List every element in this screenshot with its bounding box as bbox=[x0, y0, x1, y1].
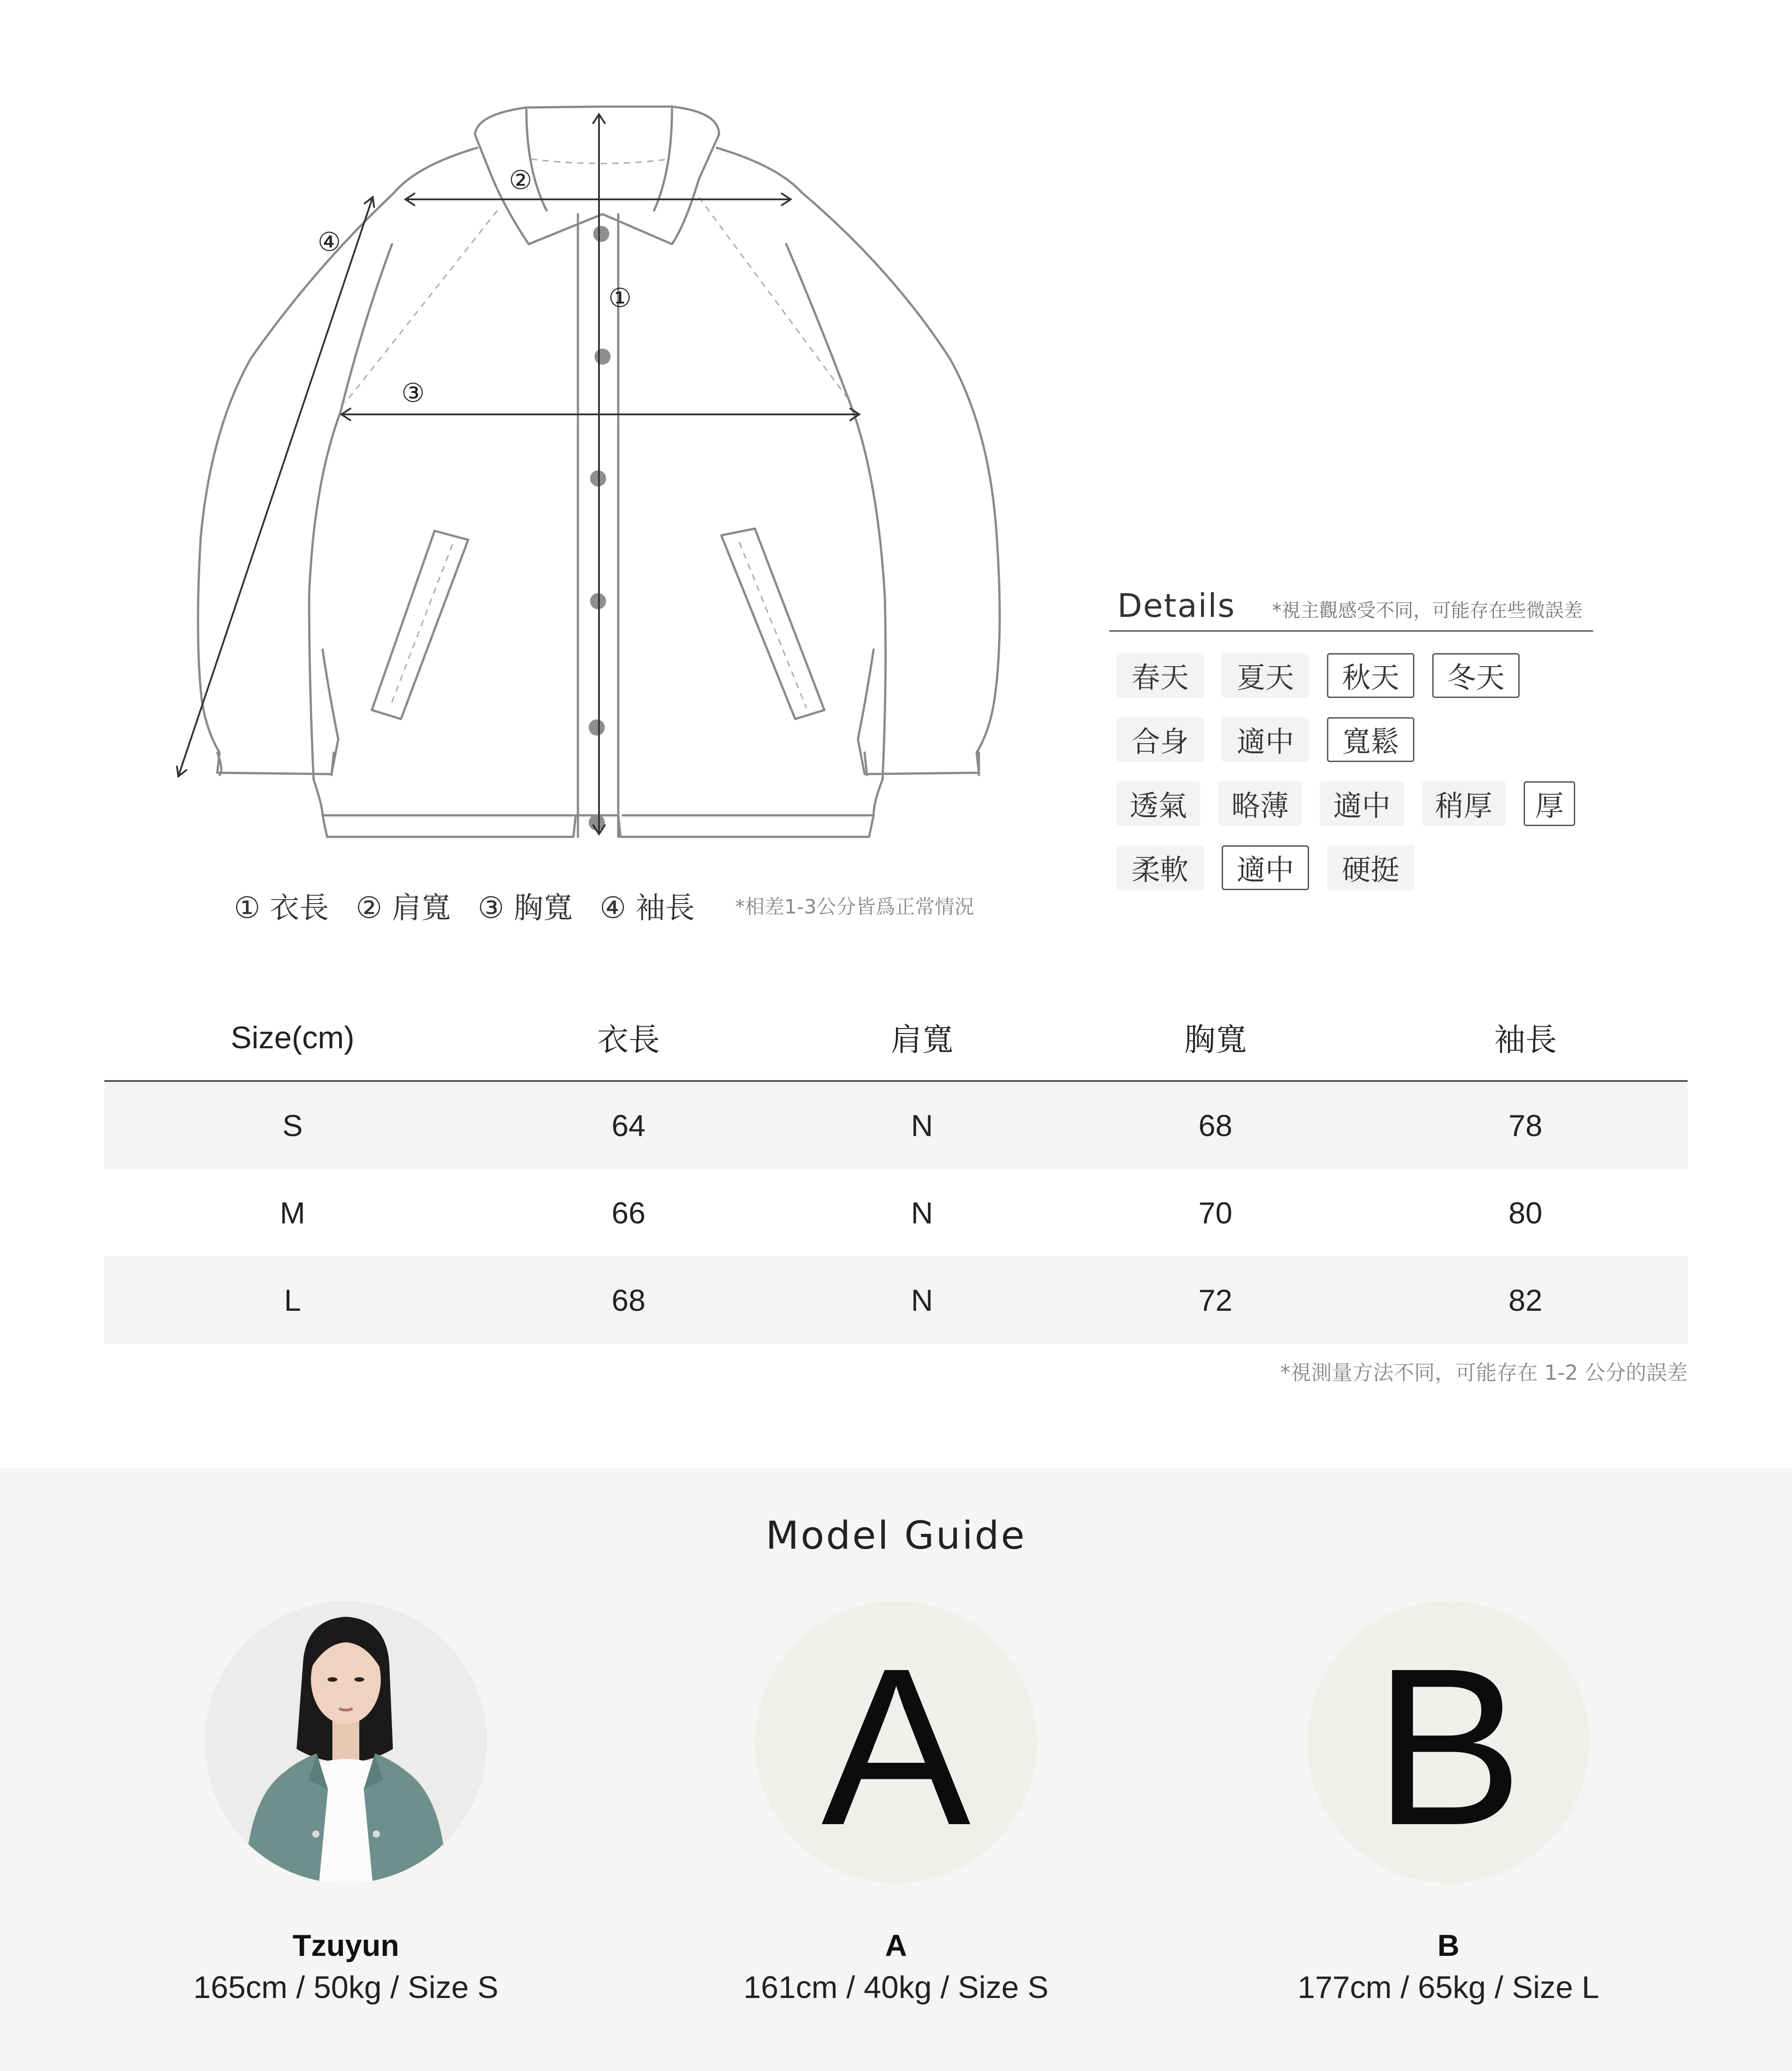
legend-chest: ③ 胸寬 bbox=[478, 890, 573, 925]
model-avatar-a bbox=[755, 1601, 1037, 1883]
button-2 bbox=[594, 349, 611, 365]
chip-winter: 冬天 bbox=[1432, 653, 1520, 698]
cell-sleeve: 80 bbox=[1508, 1196, 1542, 1230]
chip-breathable: 透氣 bbox=[1116, 781, 1200, 826]
model-card-tzuyun bbox=[122, 1601, 570, 2005]
raglan-dash-left bbox=[345, 211, 497, 403]
measurement-legend bbox=[234, 885, 1130, 925]
cell-shoulder: N bbox=[911, 1196, 933, 1230]
chip-thin: 略薄 bbox=[1218, 781, 1302, 826]
cell-sleeve: 82 bbox=[1508, 1283, 1542, 1318]
chip-autumn: 秋天 bbox=[1327, 653, 1414, 698]
cell-length: 64 bbox=[612, 1108, 646, 1143]
model-guide-section bbox=[0, 1468, 1792, 2071]
marker-sleeve: ④ bbox=[318, 227, 341, 257]
cell-length: 66 bbox=[612, 1196, 646, 1230]
chip-thickness-medium: 適中 bbox=[1320, 781, 1404, 826]
cell-size: S bbox=[282, 1108, 303, 1143]
header-shoulder: 肩寬 bbox=[891, 1022, 953, 1057]
cell-chest: 72 bbox=[1198, 1283, 1232, 1318]
collar-dash bbox=[531, 159, 670, 164]
marker-length: ① bbox=[608, 283, 632, 313]
chip-summer: 夏天 bbox=[1222, 653, 1309, 698]
cell-shoulder: N bbox=[911, 1283, 933, 1318]
avatar-letter: A bbox=[821, 1621, 971, 1872]
cell-chest: 70 bbox=[1198, 1196, 1232, 1230]
model-guide-title: Model Guide bbox=[765, 1513, 1027, 1558]
table-row bbox=[104, 1257, 1688, 1344]
raglan-dash-right bbox=[699, 197, 851, 403]
cell-sleeve: 78 bbox=[1508, 1108, 1542, 1143]
marker-shoulder: ② bbox=[509, 165, 532, 195]
header-length: 衣長 bbox=[597, 1022, 660, 1057]
chip-spring: 春天 bbox=[1116, 653, 1204, 698]
fit-row bbox=[1109, 717, 1593, 762]
model-photo-illustration bbox=[205, 1601, 487, 1883]
cell-size: M bbox=[280, 1196, 306, 1230]
thickness-row bbox=[1109, 781, 1593, 826]
model-avatar-b bbox=[1307, 1601, 1590, 1883]
details-note: *視主觀感受不同，可能存在些微誤差 bbox=[1272, 599, 1583, 621]
table-row bbox=[104, 1169, 1688, 1257]
season-row bbox=[1109, 653, 1593, 698]
cell-shoulder: N bbox=[911, 1108, 933, 1143]
model-name: B bbox=[1437, 1929, 1460, 1963]
marker-chest: ③ bbox=[401, 378, 425, 408]
chip-loose: 寬鬆 bbox=[1327, 717, 1414, 762]
table-row bbox=[104, 1082, 1688, 1169]
cuff-right bbox=[865, 753, 979, 775]
button-5 bbox=[589, 719, 605, 736]
cuff-left bbox=[217, 753, 334, 775]
chip-stiff: 硬挺 bbox=[1327, 845, 1414, 890]
legend-shoulder: ② 肩寬 bbox=[356, 890, 451, 925]
legend-note: *相差1-3公分皆爲正常情況 bbox=[735, 896, 974, 918]
header-size: Size(cm) bbox=[230, 1020, 355, 1055]
chip-fitted: 合身 bbox=[1116, 717, 1204, 762]
pocket-dash-right bbox=[739, 542, 806, 708]
details-header bbox=[1109, 587, 1593, 632]
pocket-right bbox=[721, 529, 824, 719]
chip-thick: 厚 bbox=[1524, 781, 1575, 826]
legend-length: ① 衣長 bbox=[234, 890, 329, 925]
model-stats: 165cm / 50kg / Size S bbox=[193, 1970, 499, 2005]
chip-fit-medium: 適中 bbox=[1222, 717, 1309, 762]
table-header-row bbox=[104, 995, 1688, 1082]
header-sleeve: 袖長 bbox=[1494, 1022, 1557, 1057]
details-title: Details bbox=[1117, 587, 1236, 624]
cell-length: 68 bbox=[612, 1283, 646, 1318]
model-card-b bbox=[1224, 1601, 1672, 2005]
cell-size: L bbox=[284, 1283, 301, 1318]
sleeve-seam-right bbox=[786, 244, 886, 779]
jacket-measurement-diagram bbox=[0, 0, 1075, 963]
chip-soft: 柔軟 bbox=[1116, 845, 1204, 890]
model-stats: 177cm / 65kg / Size L bbox=[1297, 1970, 1599, 2005]
button-1 bbox=[593, 226, 609, 242]
model-photo bbox=[205, 1601, 487, 1883]
softness-row bbox=[1109, 845, 1593, 890]
pocket-left bbox=[372, 531, 468, 719]
size-table bbox=[104, 995, 1688, 1344]
cell-chest: 68 bbox=[1198, 1108, 1232, 1143]
chip-slightly-thick: 稍厚 bbox=[1422, 781, 1506, 826]
legend-sleeve: ④ 袖長 bbox=[599, 890, 695, 925]
details-panel bbox=[1109, 587, 1593, 890]
model-stats: 161cm / 40kg / Size S bbox=[743, 1970, 1049, 2005]
model-card-a bbox=[672, 1601, 1120, 2005]
model-name: Tzuyun bbox=[293, 1929, 399, 1963]
header-chest: 胸寬 bbox=[1184, 1022, 1247, 1057]
table-note: *視測量方法不同，可能存在 1-2 公分的誤差 bbox=[1280, 1361, 1688, 1385]
chip-softness-medium: 適中 bbox=[1222, 845, 1309, 890]
model-name: A bbox=[885, 1929, 907, 1963]
body-outline-right bbox=[717, 148, 999, 774]
avatar-letter: B bbox=[1374, 1621, 1523, 1872]
sleeve-seam-left bbox=[309, 244, 392, 779]
